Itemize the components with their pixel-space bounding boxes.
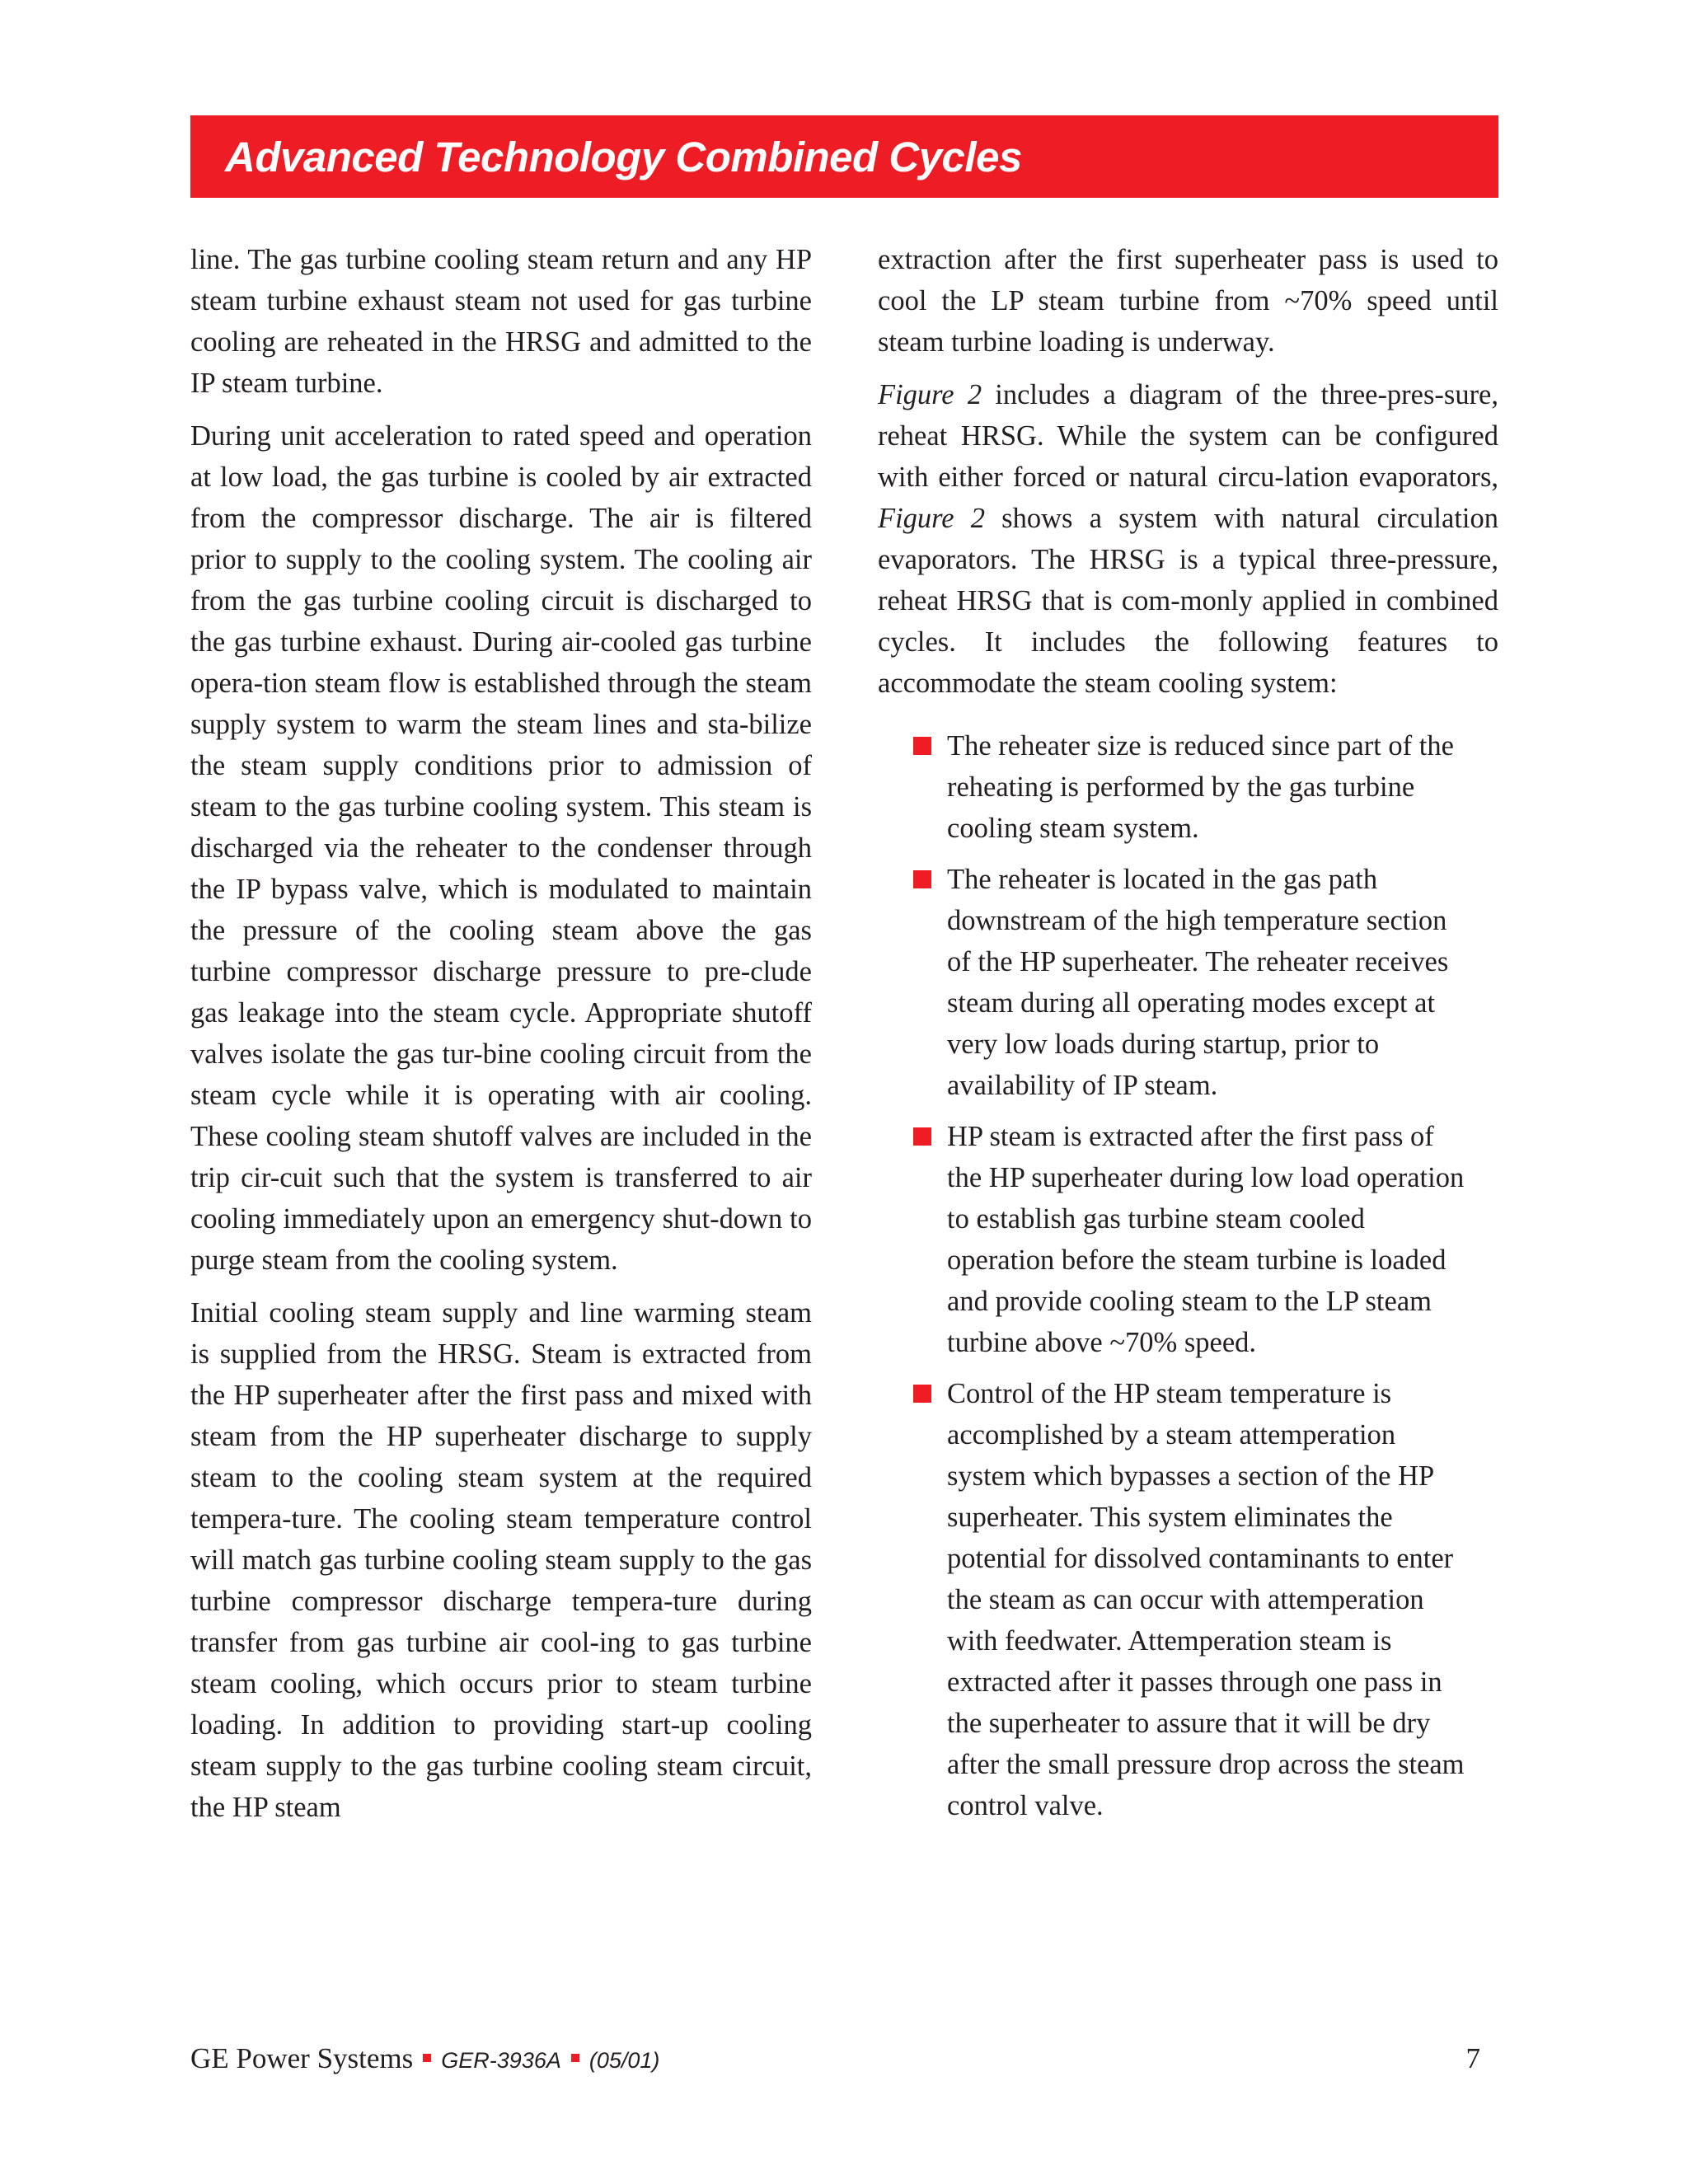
paragraph-text: includes a diagram of the three-pres-sure, reheat HRSG. While the system can be configured with either forced or natural circu-lation evaporators, <box>878 379 1498 493</box>
square-separator-icon <box>571 2054 579 2062</box>
list-item-text: HP steam is extracted after the first pass of the HP superheater during low load operation to establish gas turbine steam cooled operation before the steam turbine is loaded and provide cooling steam to the LP steam turbine above ~70% speed. <box>947 1121 1465 1358</box>
square-bullet-icon <box>913 1127 931 1146</box>
square-separator-icon <box>423 2054 431 2062</box>
list-item <box>947 1116 1498 1363</box>
square-bullet-icon <box>913 870 931 888</box>
right-paragraph-1: extraction after the first superheater pass is used to cool the LP steam turbine from ~70% speed until steam turbine loading is underway. <box>878 244 1498 358</box>
header-banner <box>190 115 1498 198</box>
footer-company: GE Power Systems <box>190 2042 414 2074</box>
right-paragraph-2 <box>878 374 1498 704</box>
right-column <box>878 239 1498 1836</box>
feature-list <box>878 725 1498 1826</box>
list-item <box>947 1373 1498 1826</box>
footer-date: (05/01) <box>588 2048 660 2073</box>
header-title: Advanced Technology Combined Cycles <box>225 133 1022 180</box>
list-item <box>947 725 1498 849</box>
list-item-text: The reheater is located in the gas path downstream of the high temperature section of the HP superheater. The reheater receives steam during all operating modes except at very low loads during startup, prior to availability of IP steam. <box>947 864 1449 1101</box>
left-paragraph-3: Initial cooling steam supply and line warming steam is supplied from the HRSG. Steam is extracted from the HP superheater after the first pass and mixed with steam from the HP superheater discharge to supply steam to the cooling steam system at the required tempera-ture. The cooling steam temperature control will match gas turbine cooling steam supply to the gas turbine compressor discharge tempera-ture during transfer from gas turbine air cool-ing to gas turbine steam cooling, which occurs prior to steam turbine loading. In addition to providing start-up cooling steam supply to the gas turbine cooling steam circuit, the HP steam <box>190 1297 812 1823</box>
page-footer <box>190 2042 1498 2075</box>
list-item-text: Control of the HP steam temperature is accomplished by a steam attemperation system which bypasses a section of the HP superheater. This system eliminates the potential for dissolved contaminants to enter the steam as can occur with attemperation with feedwater. Attemperation steam is extracted after it passes through one pass in the superheater to assure that it will be dry after the small pressure drop across the steam control valve. <box>947 1378 1465 1821</box>
figure-reference[interactable]: Figure 2 <box>878 379 982 410</box>
paragraph-text: shows a system with natural circulation evaporators. The HRSG is a typical three-pressure, reheat HRSG that is com-monly applied in combined cycles. It includes the following features to accommodate the steam cooling system: <box>878 503 1498 699</box>
left-paragraph-2: During unit acceleration to rated speed and operation at low load, the gas turbine is cooled by air extracted from the compressor discharge. The air is filtered prior to supply to the cooling system. The cooling air from the gas turbine cooling circuit is discharged to the gas turbine exhaust. During air-cooled gas turbine opera-tion steam flow is established through the steam supply system to warm the steam lines and sta-bilize the steam supply conditions prior to admission of steam to the gas turbine cooling system. This steam is discharged via the reheater to the condenser through the IP bypass valve, which is modulated to maintain the pressure of the cooling steam above the gas turbine compressor discharge pressure to pre-clude gas leakage into the steam cycle. Appropriate shutoff valves isolate the gas tur-bine cooling circuit from the steam cycle while it is operating with air cooling. These cooling steam shutoff valves are included in the trip cir-cuit such that the system is transferred to air cooling immediately upon an emergency shut-down to purge steam from the cooling system. <box>190 420 812 1276</box>
footer-doc-number: GER-3936A <box>441 2048 561 2073</box>
figure-reference[interactable]: Figure 2 <box>878 503 986 534</box>
square-bullet-icon <box>913 737 931 755</box>
page-number: 7 <box>1465 2042 1480 2074</box>
square-bullet-icon <box>913 1385 931 1403</box>
list-item-text: The reheater size is reduced since part of the reheating is performed by the gas turbine cooling steam system. <box>947 730 1454 844</box>
left-column <box>190 239 812 1828</box>
left-paragraph-1: line. The gas turbine cooling steam return and any HP steam turbine exhaust steam not used for gas turbine cooling are reheated in the HRSG and admitted to the IP steam turbine. <box>190 244 812 399</box>
list-item <box>947 859 1498 1106</box>
